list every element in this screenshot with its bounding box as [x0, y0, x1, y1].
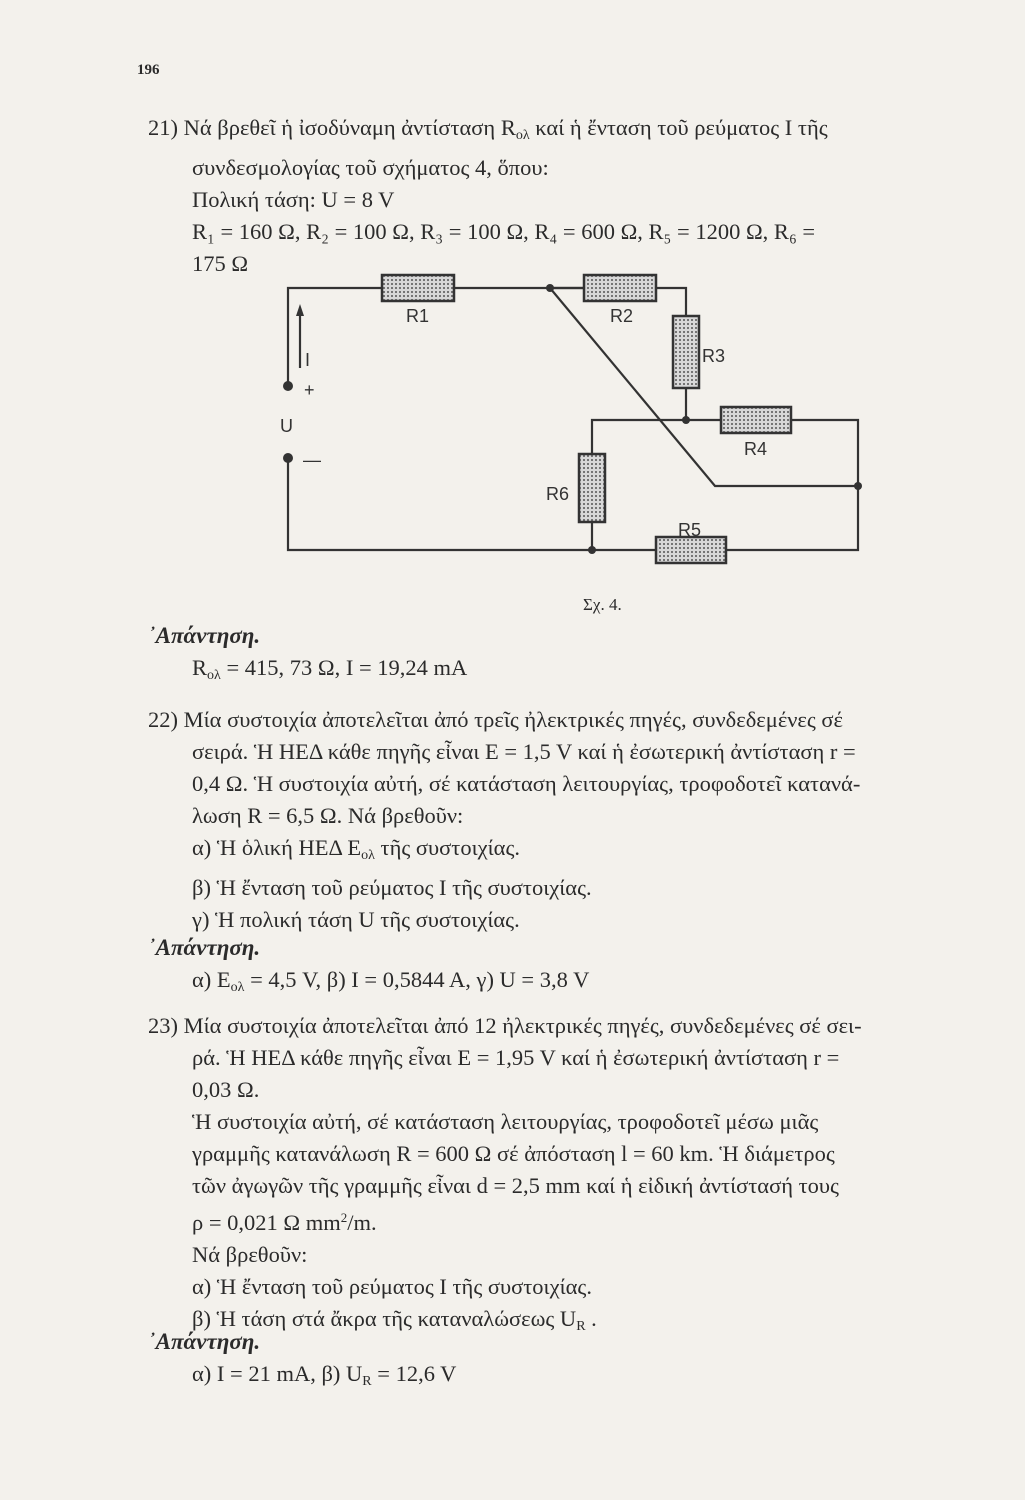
problem-23-line-8: Νά βρεθοῦν: — [192, 1242, 308, 1267]
resistor-r2 — [584, 275, 656, 301]
page-number: 196 — [137, 62, 160, 78]
label-r2: R2 — [610, 306, 634, 326]
problem-22-line-4: λωση R = 6,5 Ω. Νά βρεθοῦν: — [192, 803, 464, 828]
problem-23-line-1: 23) Μία συστοιχία ἀποτελεῖται ἀπό 12 ἠλεκτρικές πηγές, συνδεδεμένες σέ σει- — [148, 1013, 862, 1038]
problem-23-line-6: τῶν ἀγωγῶν τῆς γραμμῆς εἶναι d = 2,5 mm καί ἡ εἰδική ἀντίστασή τους — [192, 1173, 839, 1198]
label-r6: R6 — [546, 484, 570, 504]
problem-21-line-2: συνδεσμολογίας τοῦ σχήματος 4, ὅπου: — [192, 155, 549, 180]
problem-21-line-3: Πολική τάση: U = 8 V — [192, 187, 395, 212]
answer-21-line: $R_{o\lambda} = 415$, 73 Ω, I = 19,24 mA — [192, 655, 468, 683]
problem-23-line-2: ρά. Ἡ ΗΕΔ κάθε πηγῆς εἶναι E = 1,95 V καί ἡ ἐσωτερική ἀντίσταση r = — [192, 1045, 840, 1070]
problem-23-line-5: γραμμῆς κατανάλωση R = 600 Ω σέ ἀπόσταση l = 60 km. Ἡ διάμετρος — [192, 1141, 835, 1166]
answer-23 — [148, 1326, 988, 1398]
answer-23-line: α) I = 21 mA, β) $U_R = 12,6$ V — [192, 1361, 457, 1389]
label-r5: R5 — [678, 520, 702, 540]
problem-23 — [148, 1010, 988, 1343]
node-right — [854, 482, 862, 490]
resistor-r4 — [721, 407, 791, 433]
label-r3: R3 — [702, 346, 726, 366]
problem-23-line-3: 0,03 Ω. — [192, 1077, 260, 1102]
problem-21-line-1: 21) Νά βρεθεῖ ἡ ἰσοδύναμη ἀντίσταση $R_{o\lambda}$ καί ἡ ἔνταση τοῦ ρεύματος I τῆς — [148, 115, 828, 143]
problem-22 — [148, 704, 988, 936]
label-r1: R1 — [406, 306, 430, 326]
label-current: I — [305, 350, 311, 370]
problem-23-item-b: β) Ἡ τάση στά ἄκρα τῆς καταναλώσεως $U_R$ . — [192, 1306, 597, 1334]
current-arrow-icon — [296, 304, 304, 316]
circuit-diagram — [270, 262, 890, 592]
label-r4: R4 — [744, 439, 768, 459]
answer-21-heading: ᾿Απάντηση. — [148, 623, 261, 648]
node-top — [546, 284, 554, 292]
answer-23-heading: ᾿Απάντηση. — [148, 1329, 261, 1354]
resistor-r3 — [673, 316, 699, 388]
figure-caption: Σχ. 4. — [583, 595, 622, 614]
node-bottom — [588, 546, 596, 554]
label-voltage: U — [280, 416, 293, 436]
resistor-r1 — [382, 275, 454, 301]
answer-22-line: α) $E_{o\lambda} = 4,5$ V, β) I = 0,5844 A, γ) U = 3,8 V — [192, 967, 590, 995]
problem-21-line-4: R₁ = 160 Ω, R₂ = 100 Ω, R₃ = 100 Ω, R₄ = 600 Ω, R₅ = 1200 Ω, R₆ = — [192, 219, 816, 244]
problem-21-line-5: 175 Ω — [192, 251, 249, 276]
label-minus: — — [303, 450, 321, 470]
resistor-r6 — [579, 454, 605, 522]
problem-22-line-3: 0,4 Ω. Ἡ συστοιχία αὐτή, σέ κατάσταση λειτουργίας, τροφοδοτεῖ κατανά- — [192, 771, 861, 796]
problem-23-line-4: Ἡ συστοιχία αὐτή, σέ κατάσταση λειτουργίας, τροφοδοτεῖ μέσω μιᾶς — [192, 1109, 819, 1134]
answer-22 — [148, 932, 988, 1004]
node-r3-r4 — [682, 416, 690, 424]
problem-21 — [148, 112, 988, 280]
label-plus: + — [304, 380, 315, 400]
problem-22-item-a: α) Ἡ ὁλική ΗΕΔ $E_{o\lambda}$ τῆς συστοιχίας. — [192, 835, 520, 863]
problem-23-item-a: α) Ἡ ἔνταση τοῦ ρεύματος I τῆς συστοιχίας. — [192, 1274, 592, 1299]
resistor-r5 — [656, 537, 726, 563]
terminal-minus — [283, 453, 293, 463]
problem-22-line-2: σειρά. Ἡ ΗΕΔ κάθε πηγῆς εἶναι E = 1,5 V καί ἡ ἐσωτερική ἀντίσταση r = — [192, 739, 856, 764]
answer-21 — [148, 620, 988, 692]
terminal-plus — [283, 381, 293, 391]
answer-22-heading: ᾿Απάντηση. — [148, 935, 261, 960]
problem-22-line-1: 22) Μία συστοιχία ἀποτελεῖται ἀπό τρεῖς ἠλεκτρικές πηγές, συνδεδεμένες σέ — [148, 707, 843, 732]
problem-22-item-c: γ) Ἡ πολική τάση U τῆς συστοιχίας. — [192, 907, 520, 932]
problem-23-line-7: ρ = 0,021 Ω $mm^2/m$. — [192, 1210, 377, 1235]
problem-22-item-b: β) Ἡ ἔνταση τοῦ ρεύματος I τῆς συστοιχίας. — [192, 875, 592, 900]
